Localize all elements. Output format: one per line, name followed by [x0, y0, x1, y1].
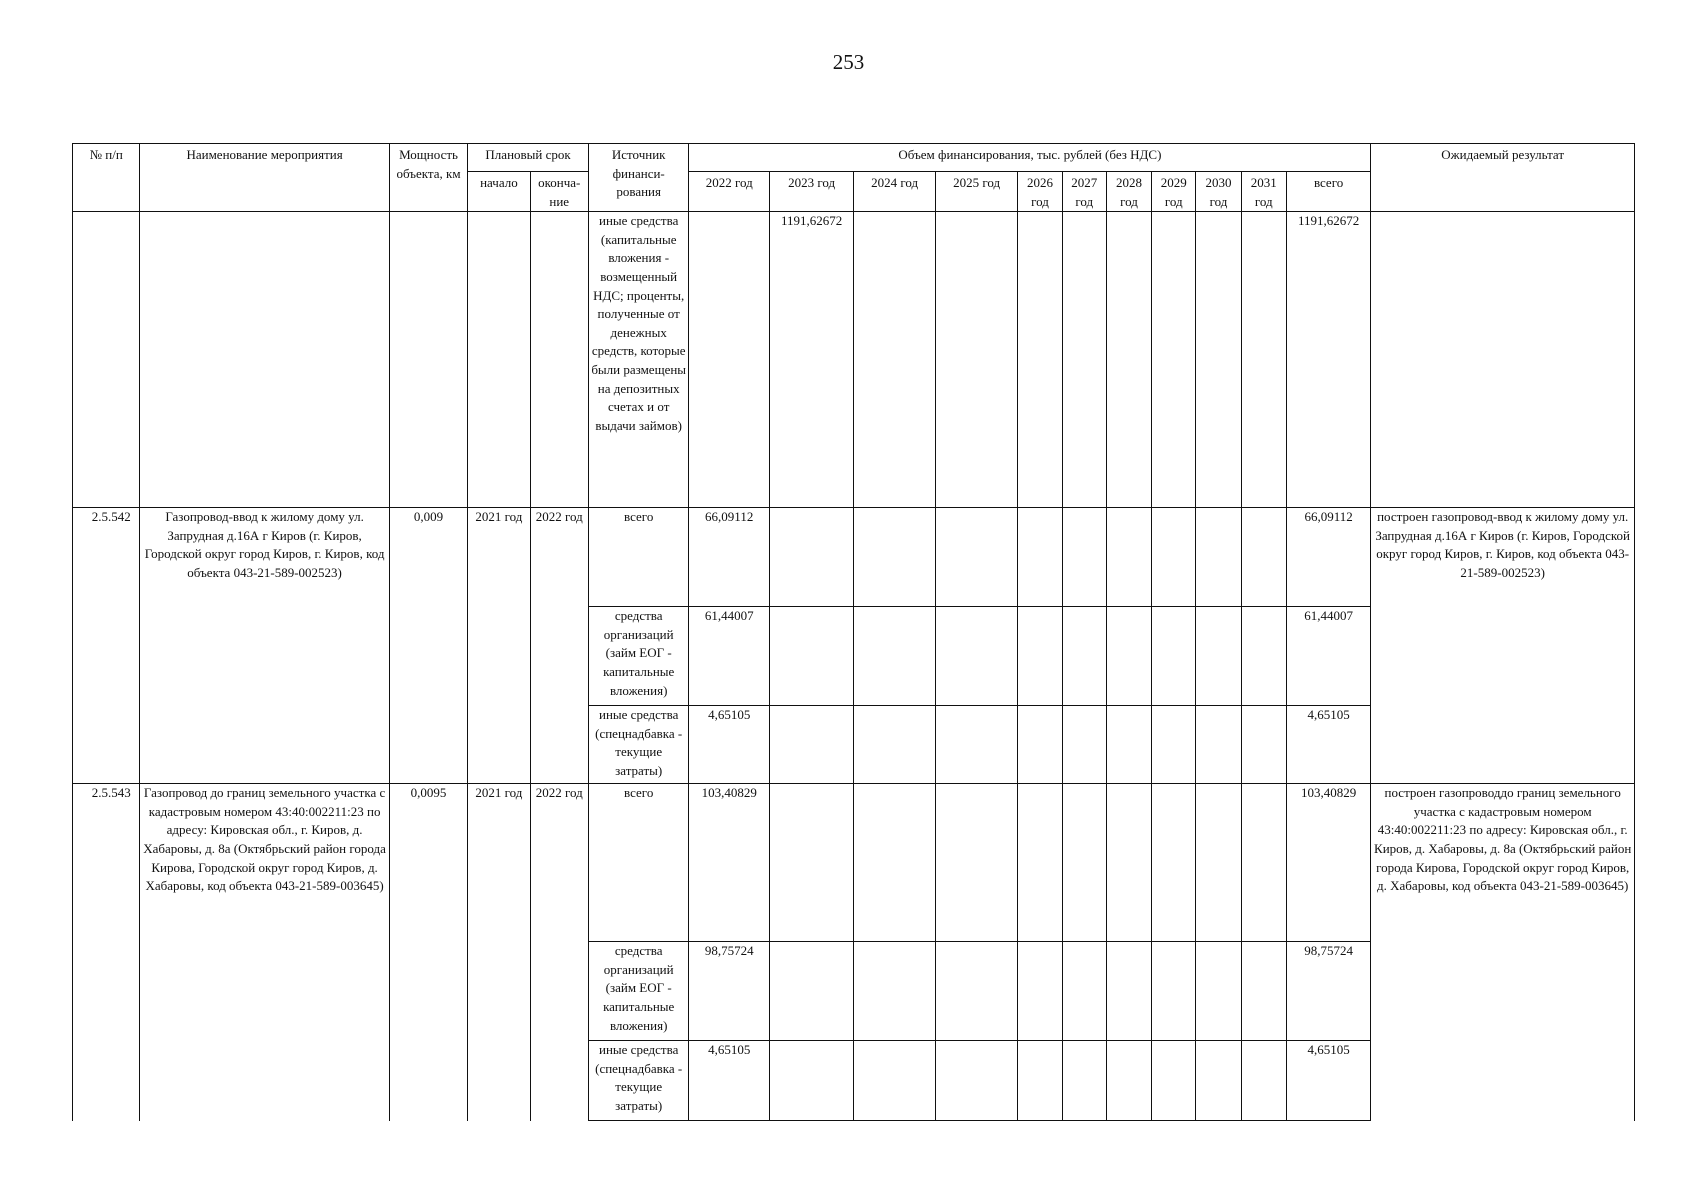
row-result: построен газопровод-ввод к жилому дому ул. Запрудная д.16А г Киров (г. Киров, Городской округ город Киров, г. Киров, код объекта 043-21-589-002523): [1371, 508, 1635, 784]
header-num: № п/п: [73, 144, 140, 212]
row-total: 4,65105: [1286, 706, 1371, 784]
header-year-2025: 2025 год: [935, 172, 1017, 212]
header-total: всего: [1286, 172, 1371, 212]
row-2022: 98,75724: [689, 942, 769, 1041]
row-2022: 103,40829: [689, 784, 769, 942]
row-source: средства организаций (займ ЕОГ - капитальные вложения): [588, 942, 689, 1041]
header-year-2023: 2023 год: [769, 172, 853, 212]
row-source: иные средства (спецнадбавка - текущие затраты): [588, 1041, 689, 1121]
row-capacity: 0,009: [389, 508, 467, 784]
row-2022: 66,09112: [689, 508, 769, 607]
carryover-source: иные средства (капитальные вложения - возмещенный НДС; проценты, полученные от денежных средств, которые были размещены на депозитных счетах и от выдачи займов): [588, 212, 689, 508]
header-source: Источник финанси-рования: [588, 144, 689, 212]
row-end: 2022 год: [530, 508, 588, 784]
row-end: 2022 год: [530, 784, 588, 1121]
row-number: 2.5.543: [73, 784, 140, 1121]
header-year-2030: 2030 год: [1196, 172, 1241, 212]
header-year-2031: 2031 год: [1241, 172, 1286, 212]
header-capacity: Мощность объекта, км: [389, 144, 467, 212]
row-source: средства организаций (займ ЕОГ - капитальные вложения): [588, 607, 689, 706]
header-year-2028: 2028 год: [1106, 172, 1151, 212]
carryover-2023: 1191,62672: [769, 212, 853, 508]
header-year-2029: 2029 год: [1152, 172, 1196, 212]
header-year-2026: 2026 год: [1018, 172, 1062, 212]
row-total: 103,40829: [1286, 784, 1371, 942]
carryover-row: [73, 212, 1635, 508]
header-planned-term: Плановый срок: [468, 144, 589, 172]
row-capacity: 0,0095: [389, 784, 467, 1121]
header-start: начало: [468, 172, 530, 212]
row-2022: 4,65105: [689, 706, 769, 784]
row-name: Газопровод до границ земельного участка с кадастровым номером 43:40:002211:23 по адресу: Кировская обл., г. Киров, д. Хабаровы, д. 8а (Октябрьский район города Кирова, Городской округ город Киров, д. Хабаровы, код объекта 043-21-589-003645): [140, 784, 389, 1121]
row-source: иные средства (спецнадбавка - текущие затраты): [588, 706, 689, 784]
row-source: всего: [588, 784, 689, 942]
row-name: Газопровод-ввод к жилому дому ул. Запрудная д.16А г Киров (г. Киров, Городской округ город Киров, г. Киров, код объекта 043-21-589-002523): [140, 508, 389, 784]
table-row: [73, 784, 1635, 942]
carryover-total: 1191,62672: [1286, 212, 1371, 508]
row-source: всего: [588, 508, 689, 607]
row-2022: 4,65105: [689, 1041, 769, 1121]
row-total: 61,44007: [1286, 607, 1371, 706]
row-result: построен газопроводдо границ земельного участка с кадастровым номером 43:40:002211:23 по адресу: Кировская обл., г. Киров, д. Хабаровы, д. 8а (Октябрьский район города Кирова, Городской округ город Киров, д. Хабаровы, код объекта 043-21-589-003645): [1371, 784, 1635, 1121]
page-number: 253: [832, 50, 865, 74]
header-year-2022: 2022 год: [689, 172, 769, 212]
row-start: 2021 год: [468, 508, 530, 784]
header-funding: Объем финансирования, тыс. рублей (без НДС): [689, 144, 1371, 172]
row-total: 4,65105: [1286, 1041, 1371, 1121]
header-year-2024: 2024 год: [854, 172, 935, 212]
header-end: оконча-ние: [530, 172, 588, 212]
header-result: Ожидаемый результат: [1371, 144, 1635, 212]
header-year-2027: 2027 год: [1062, 172, 1106, 212]
funding-table: [72, 143, 1635, 1121]
row-total: 66,09112: [1286, 508, 1371, 607]
table-row: [73, 508, 1635, 607]
row-start: 2021 год: [468, 784, 530, 1121]
row-number: 2.5.542: [73, 508, 140, 784]
row-2022: 61,44007: [689, 607, 769, 706]
header-name: Наименование мероприятия: [140, 144, 389, 212]
row-total: 98,75724: [1286, 942, 1371, 1041]
